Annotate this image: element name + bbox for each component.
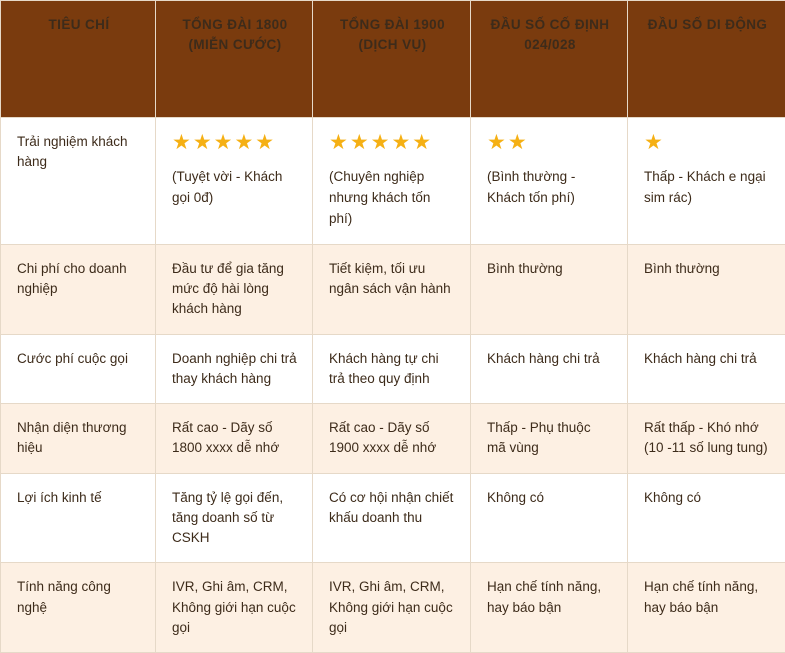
- row-criteria-label: Nhận diện thương hiệu: [1, 404, 156, 474]
- table-cell: [471, 244, 628, 334]
- cell-text: Hạn chế tính năng, hay báo bận: [644, 577, 771, 618]
- cell-text: (Bình thường - Khách tốn phí): [487, 167, 613, 209]
- column-header-1900: [313, 1, 471, 118]
- cell-text: (Chuyên nghiệp nhưng khách tốn phí): [329, 167, 456, 230]
- header-line-1: ĐẦU SỐ DI ĐỘNG: [648, 17, 768, 32]
- cell-text: Thấp - Phụ thuộc mã vùng: [487, 418, 613, 459]
- table-cell: [471, 563, 628, 653]
- header-line-2: 024/028: [487, 35, 613, 55]
- header-line-1: TỔNG ĐÀI 1800: [183, 17, 288, 32]
- header-row: [1, 1, 785, 118]
- cell-text: Rất cao - Dãy số 1900 xxxx dễ nhớ: [329, 418, 456, 459]
- cell-text: Rất cao - Dãy số 1800 xxxx dễ nhớ: [172, 418, 298, 459]
- table-cell: [471, 473, 628, 563]
- cell-text: IVR, Ghi âm, CRM, Không giới hạn cuộc gọi: [329, 577, 456, 638]
- cell-text: Hạn chế tính năng, hay báo bận: [487, 577, 613, 618]
- cell-text: Doanh nghiệp chi trả thay khách hàng: [172, 349, 298, 390]
- column-header-mobile: [628, 1, 785, 118]
- table-cell: [156, 563, 313, 653]
- cell-text: Tăng tỷ lệ gọi đến, tăng doanh số từ CSKH: [172, 488, 298, 549]
- table-cell: [156, 334, 313, 404]
- star-rating-icon: ★★★★★: [172, 132, 298, 153]
- table-cell: [313, 244, 471, 334]
- row-criteria-label: Chi phí cho doanh nghiệp: [1, 244, 156, 334]
- star-rating-icon: ★: [644, 132, 771, 153]
- header-line-1: TỔNG ĐÀI 1900: [340, 17, 445, 32]
- table-cell: [628, 244, 785, 334]
- table-cell: [471, 334, 628, 404]
- column-header-landline: [471, 1, 628, 118]
- row-criteria-label: Trải nghiệm khách hàng: [1, 118, 156, 245]
- cell-text: Bình thường: [644, 259, 771, 279]
- header-line-1: TIÊU CHÍ: [49, 17, 110, 32]
- cell-text: (Tuyệt vời - Khách gọi 0đ): [172, 167, 298, 209]
- cell-text: Khách hàng chi trả: [487, 349, 613, 369]
- cell-text: Tiết kiệm, tối ưu ngân sách vận hành: [329, 259, 456, 300]
- table-cell: [313, 563, 471, 653]
- cell-text: Khách hàng tự chi trả theo quy định: [329, 349, 456, 390]
- star-rating-icon: ★★★★★: [329, 132, 456, 153]
- row-criteria-label: Lợi ích kinh tế: [1, 473, 156, 563]
- table-cell: [471, 404, 628, 474]
- table-cell: [156, 118, 313, 245]
- table-cell: [313, 404, 471, 474]
- table-cell: [628, 563, 785, 653]
- cell-text: Khách hàng chi trả: [644, 349, 771, 369]
- row-criteria-label: Cước phí cuộc gọi: [1, 334, 156, 404]
- cell-text: Có cơ hội nhận chiết khấu doanh thu: [329, 488, 456, 529]
- cell-text: Đầu tư để gia tăng mức độ hài lòng khách hàng: [172, 259, 298, 320]
- table-row: [1, 473, 785, 563]
- cell-text: Không có: [487, 488, 613, 508]
- table-cell: [156, 244, 313, 334]
- table-cell: [471, 118, 628, 245]
- cell-text: Rất thấp - Khó nhớ (10 -11 số lung tung): [644, 418, 771, 459]
- table-cell: [156, 473, 313, 563]
- table-body: [1, 118, 785, 653]
- cell-text: Không có: [644, 488, 771, 508]
- star-rating-icon: ★★: [487, 132, 613, 153]
- table-cell: [313, 473, 471, 563]
- table-row: [1, 118, 785, 245]
- table-row: [1, 334, 785, 404]
- cell-text: Bình thường: [487, 259, 613, 279]
- table-cell: [156, 404, 313, 474]
- table-row: [1, 563, 785, 653]
- table-cell: [628, 334, 785, 404]
- table-cell: [628, 473, 785, 563]
- table-cell: [628, 118, 785, 245]
- cell-text: IVR, Ghi âm, CRM, Không giới hạn cuộc gọi: [172, 577, 298, 638]
- table-row: [1, 404, 785, 474]
- row-criteria-label: Tính năng công nghệ: [1, 563, 156, 653]
- cell-text: Thấp - Khách e ngại sim rác): [644, 167, 771, 209]
- header-line-2: (DỊCH VỤ): [329, 35, 456, 55]
- table-cell: [313, 334, 471, 404]
- table-header: [1, 1, 785, 118]
- table-row: [1, 244, 785, 334]
- table-cell: [628, 404, 785, 474]
- header-line-1: ĐẦU SỐ CỐ ĐỊNH: [491, 17, 610, 32]
- column-header-1800: [156, 1, 313, 118]
- header-line-2: (MIỄN CƯỚC): [172, 35, 298, 55]
- table-cell: [313, 118, 471, 245]
- column-header-criteria: [1, 1, 156, 118]
